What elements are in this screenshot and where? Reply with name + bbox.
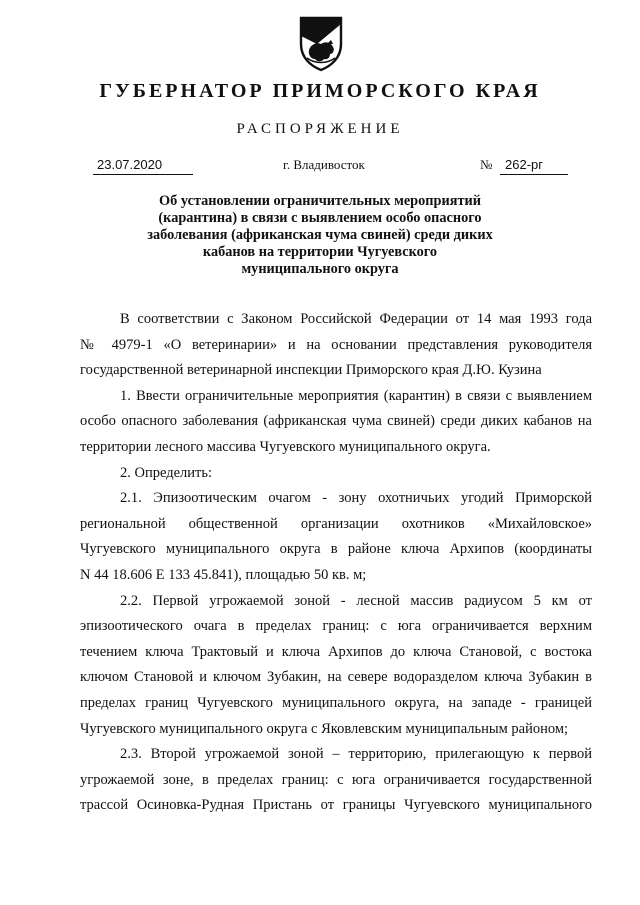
paragraph-line: № 4979-1 «О ветеринарии» и на основании представления руководителя (80, 336, 592, 353)
paragraph-line: N 44 18.606 E 133 45.841), площадью 50 кв. м; (80, 566, 367, 583)
title-line: муниципального округа (241, 261, 399, 277)
paragraph-line: 2.3. Второй угрожаемой зоной – территорию, прилегающую к первой (120, 746, 592, 763)
title-line: заболевания (африканская чума свиней) среди диких (147, 227, 493, 243)
document-body (80, 307, 592, 819)
paragraph-line: ключом Становой и ключом Зубакин, на севере водоразделом ключа Зубакин в (80, 669, 592, 686)
document-date: 23.07.2020 (97, 157, 163, 172)
paragraph-line: государственной ветеринарной инспекции Приморского края Д.Ю. Кузина (80, 362, 542, 379)
paragraph (80, 742, 592, 819)
document-type: РАСПОРЯЖЕНИЕ (236, 121, 404, 137)
title-line: кабанов на территории Чугуевского (202, 244, 438, 260)
paragraph-line: Чугуевского муниципального округа в районе ключа Архипов (координаты (80, 541, 592, 558)
paragraph (80, 307, 592, 384)
paragraph-line: пределах границ Чугуевского муниципального округа, на западе - границей (80, 694, 592, 711)
number-underline (500, 174, 568, 175)
paragraph-line: Чугуевского муниципального округа с Яковлевским муниципальным районом; (80, 720, 569, 737)
paragraph-line: особо опасного заболевания (африканская чума свиней) среди диких кабанов на (80, 413, 592, 430)
paragraph-line: эпизоотического очага в пределах границ: с юга ограничивается верхним (80, 618, 592, 635)
paragraph (80, 486, 592, 588)
authority-title: ГУБЕРНАТОР ПРИМОРСКОГО КРАЯ (99, 80, 541, 102)
date-underline (93, 174, 193, 175)
paragraph-line: трассой Осиновка-Рудная Пристань от границы Чугуевского муниципального (80, 797, 592, 814)
paragraph-line: 2.1. Эпизоотическим очагом - зону охотничьих угодий Приморской (120, 490, 592, 507)
paragraph (80, 589, 592, 743)
paragraph (80, 384, 592, 461)
paragraph-line: 2.2. Первой угрожаемой зоной - лесной массив радиусом 5 км от (120, 592, 592, 609)
document-number: 262-рг (505, 157, 543, 172)
paragraph-line: 1. Ввести ограничительные мероприятия (карантин) в связи с выявлением (120, 387, 592, 404)
paragraph-line: В соответствии с Законом Российской Федерации от 14 мая 1993 года (120, 311, 592, 327)
paragraph-line: территории лесного массива Чугуевского муниципального округа. (80, 438, 491, 455)
paragraph-line: угрожаемой зоне, в пределах границ: с юга ограничивается государственной (80, 771, 592, 788)
document-title (120, 193, 520, 278)
paragraph-line: течением ключа Трактовый и ключа Архипов до ключа Становой, с востока (80, 643, 592, 660)
title-line: (карантина) в связи с выявлением особо опасного (158, 210, 482, 226)
document-city: г. Владивосток (283, 157, 365, 172)
coat-of-arms-icon (297, 14, 345, 72)
paragraph-line: 2. Определить: (120, 464, 213, 481)
paragraph (80, 461, 592, 487)
number-label: № (480, 157, 493, 172)
paragraph-line: региональной общественной организации охотников «Михайловское» (80, 515, 592, 532)
title-line: Об установлении ограничительных мероприятий (159, 193, 481, 209)
